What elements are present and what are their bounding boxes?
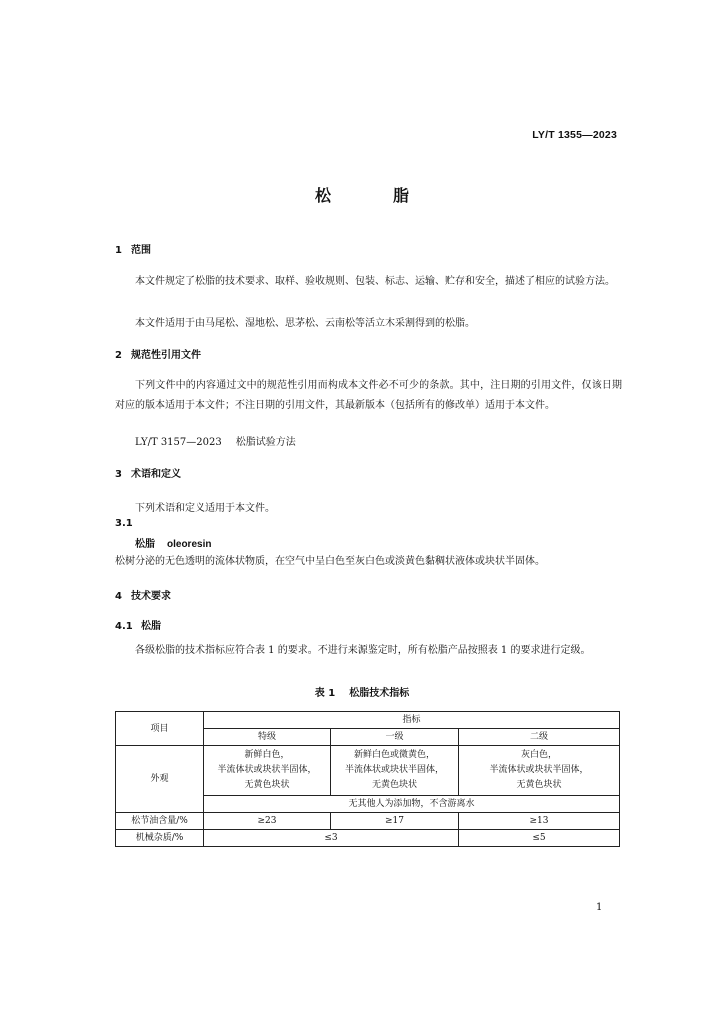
term-chinese: 松脂 <box>135 539 155 550</box>
scope-paragraph-1: 本文件规定了松脂的技术要求、取样、验收规则、包装、标志、运输、贮存和安全，描述了相应的试验方法。 <box>135 276 615 287</box>
reference-code: LY/T 3157—2023 <box>135 437 222 448</box>
header-index: 指标 <box>204 712 620 729</box>
title-char-2: 脂 <box>393 186 410 205</box>
appearance-line: 无黄色块状 <box>244 780 290 790</box>
subsection-title: 松脂 <box>141 621 161 632</box>
appearance-line: 新鲜白色或微黄色， <box>353 750 435 760</box>
header-item: 项目 <box>116 712 204 746</box>
appearance-line: 无黄色块状 <box>516 780 562 790</box>
impurities-label: 机械杂质/% <box>116 830 204 847</box>
section-title: 术语和定义 <box>131 469 181 480</box>
table-row-turpentine <box>116 813 620 830</box>
appearance-line: 半流体状或块状半固体， <box>489 765 589 775</box>
standard-number: LY/T 1355—2023 <box>532 129 617 141</box>
term-definition: 松树分泌的无色透明的流体状物质，在空气中呈白色至灰白色或淡黄色黏稠状液体或块状半固体。 <box>115 556 545 567</box>
section-3-heading <box>115 465 181 480</box>
spec-table <box>115 711 620 847</box>
section-2-heading <box>115 346 201 361</box>
grade-second: 二级 <box>459 729 620 746</box>
table-header-row <box>116 712 620 729</box>
appearance-line: 灰白色， <box>521 750 558 760</box>
requirements-paragraph: 各级松脂的技术指标应符合表 1 的要求。不进行来源鉴定时，所有松脂产品按照表 1 的要求进行定级。 <box>135 645 591 656</box>
appearance-special <box>204 746 331 796</box>
term-entry <box>135 535 211 550</box>
term-english: oleoresin <box>167 539 212 550</box>
impurities-second: ≤5 <box>459 830 620 847</box>
appearance-second <box>459 746 620 796</box>
section-number: 1 <box>115 245 122 256</box>
turpentine-first: ≥17 <box>331 813 459 830</box>
turpentine-label: 松节油含量/% <box>116 813 204 830</box>
page-number: 1 <box>596 902 603 913</box>
reference-title: 松脂试验方法 <box>235 437 296 448</box>
section-1-heading <box>115 241 151 256</box>
table-caption <box>0 684 724 699</box>
appearance-line: 半流体状或块状半固体， <box>344 765 444 775</box>
section-title: 范围 <box>131 245 151 256</box>
document-title <box>0 183 724 206</box>
grade-first: 一级 <box>331 729 459 746</box>
section-number: 2 <box>115 350 122 361</box>
appearance-label: 外观 <box>116 746 204 813</box>
section-title: 规范性引用文件 <box>131 350 201 361</box>
impurities-special-first: ≤3 <box>204 830 459 847</box>
table-row-appearance <box>116 746 620 796</box>
appearance-first <box>331 746 459 796</box>
appearance-common: 无其他人为添加物，不含游离水 <box>204 796 620 813</box>
appearance-line: 无黄色块状 <box>371 780 417 790</box>
terms-intro: 下列术语和定义适用于本文件。 <box>135 503 275 514</box>
section-number: 4 <box>115 591 122 602</box>
subsection-4-1-heading <box>115 617 161 632</box>
scope-paragraph-2: 本文件适用于由马尾松、湿地松、思茅松、云南松等活立木采割得到的松脂。 <box>135 318 475 329</box>
normative-reference <box>135 433 296 448</box>
section-4-heading <box>115 587 171 602</box>
term-number: 3.1 <box>115 518 133 529</box>
table-caption-label: 表 1 <box>314 688 336 699</box>
normative-paragraph: 下列文件中的内容通过文中的规范性引用而构成本文件必不可少的条款。其中，注日期的引用文件，仅该日期对应的版本适用于本文件；不注日期的引用文件，其最新版本（包括所有的修改单）适用于本文件。 <box>115 380 622 411</box>
turpentine-second: ≥13 <box>459 813 620 830</box>
section-title: 技术要求 <box>131 591 171 602</box>
table-row-impurities <box>116 830 620 847</box>
appearance-line: 新鲜白色， <box>244 750 290 760</box>
title-char-1: 松 <box>314 186 331 205</box>
table-caption-title: 松脂技术指标 <box>349 688 410 699</box>
section-number: 3 <box>115 469 122 480</box>
turpentine-special: ≥23 <box>204 813 331 830</box>
grade-special: 特级 <box>204 729 331 746</box>
subsection-number: 4.1 <box>115 621 133 632</box>
appearance-line: 半流体状或块状半固体， <box>217 765 317 775</box>
